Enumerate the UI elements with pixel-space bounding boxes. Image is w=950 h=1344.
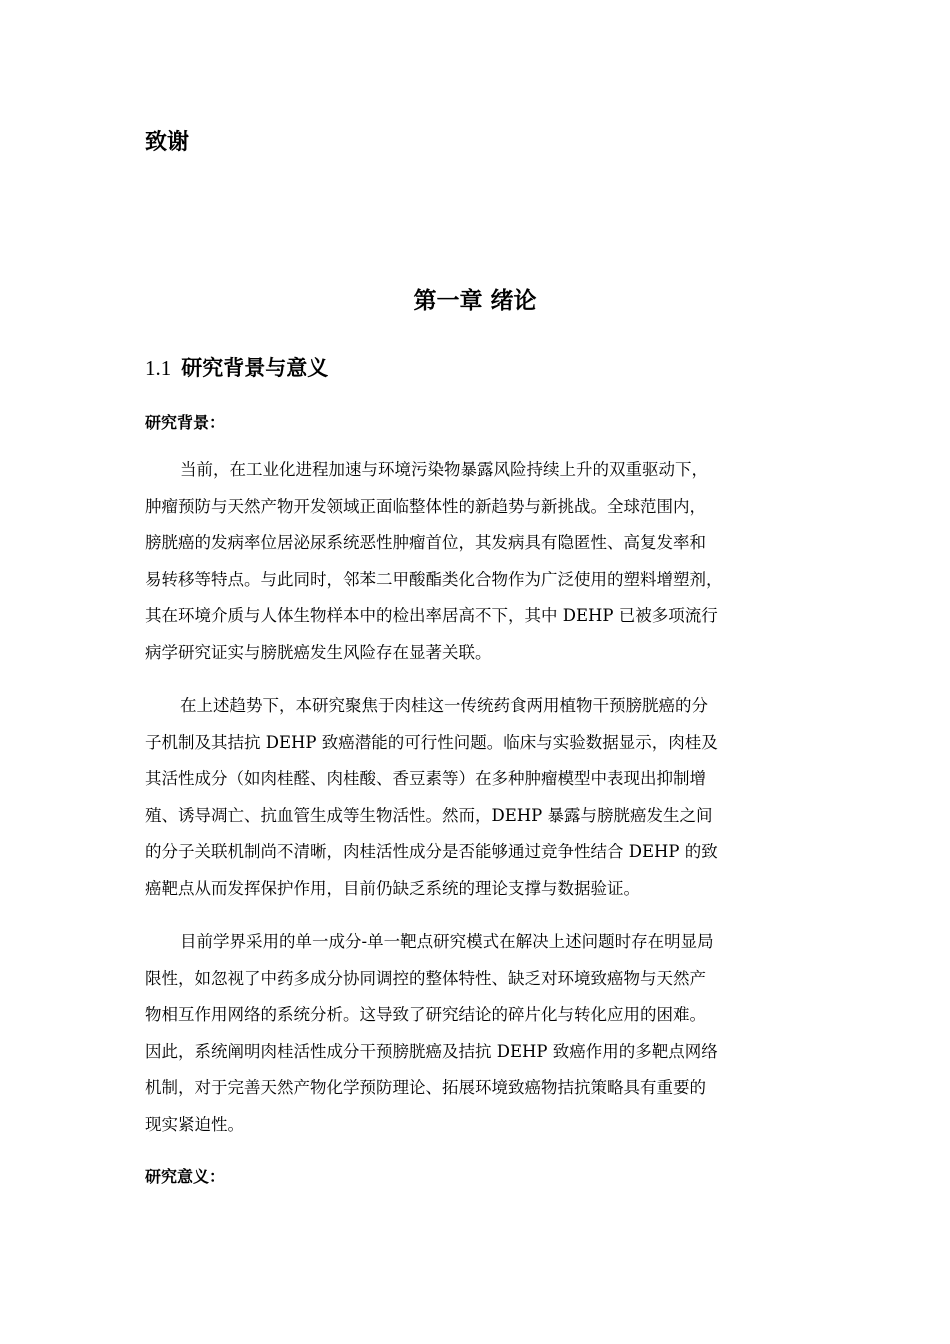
acknowledgement-heading: 致谢 xyxy=(145,129,190,155)
paragraph-line: 膀胱癌的发病率位居泌尿系统恶性肿瘤首位，其发病具有隐匿性、高复发率和 xyxy=(145,533,706,553)
paragraph-line: 限性，如忽视了中药多成分协同调控的整体特性、缺乏对环境致癌物与天然产 xyxy=(145,968,706,988)
paragraph-line: 因此，系统阐明肉桂活性成分干预膀胱癌及拮抗 DEHP 致癌作用的多靶点网络 xyxy=(145,1041,718,1061)
paragraph-line: 子机制及其拮抗 DEHP 致癌潜能的可行性问题。临床与实验数据显示，肉桂及 xyxy=(145,732,718,752)
section-heading xyxy=(145,352,328,384)
paragraph-line: 在上述趋势下，本研究聚焦于肉桂这一传统药食两用植物干预膀胱癌的分 xyxy=(180,696,708,715)
section-number: 1.1 xyxy=(145,356,172,380)
paragraph-line: 肿瘤预防与天然产物开发领域正面临整体性的新趋势与新挑战。全球范围内， xyxy=(145,496,706,516)
background-paragraph-3 xyxy=(145,924,810,1144)
background-paragraph-1 xyxy=(145,452,810,672)
paragraph-line: 病学研究证实与膀胱癌发生风险存在显著关联。 xyxy=(145,642,492,662)
paragraph-line: 其活性成分（如肉桂醛、肉桂酸、香豆素等）在多种肿瘤模型中表现出抑制增 xyxy=(145,769,706,789)
paragraph-line: 机制，对于完善天然产物化学预防理论、拓展环境致癌物拮抗策略具有重要的 xyxy=(145,1078,706,1098)
paragraph-line: 其在环境介质与人体生物样本中的检出率居高不下，其中 DEHP 已被多项流行 xyxy=(145,606,718,626)
paragraph-line: 物相互作用网络的系统分析。这导致了研究结论的碎片化与转化应用的困难。 xyxy=(145,1005,706,1025)
section-title-text: 研究背景与意义 xyxy=(181,355,329,380)
paragraph-line: 的分子关联机制尚不清晰，肉桂活性成分是否能够通过竞争性结合 DEHP 的致 xyxy=(145,842,718,862)
paragraph-line: 殖、诱导凋亡、抗血管生成等生物活性。然而，DEHP 暴露与膀胱癌发生之间 xyxy=(145,805,713,825)
paragraph-line: 目前学界采用的单一成分-单一靶点研究模式在解决上述问题时存在明显局 xyxy=(180,932,714,951)
chapter-title: 第一章 绪论 xyxy=(413,287,537,314)
paragraph-line: 当前，在工业化进程加速与环境污染物暴露风险持续上升的双重驱动下， xyxy=(180,460,708,479)
research-significance-label: 研究意义： xyxy=(145,1167,226,1186)
background-paragraph-2 xyxy=(145,688,810,908)
paragraph-line: 易转移等特点。与此同时，邻苯二甲酸酯类化合物作为广泛使用的塑料增塑剂， xyxy=(145,569,723,589)
paragraph-line: 癌靶点从而发挥保护作用，目前仍缺乏系统的理论支撑与数据验证。 xyxy=(145,878,640,898)
research-background-label: 研究背景： xyxy=(145,413,226,432)
paragraph-line: 现实紧迫性。 xyxy=(145,1114,244,1134)
